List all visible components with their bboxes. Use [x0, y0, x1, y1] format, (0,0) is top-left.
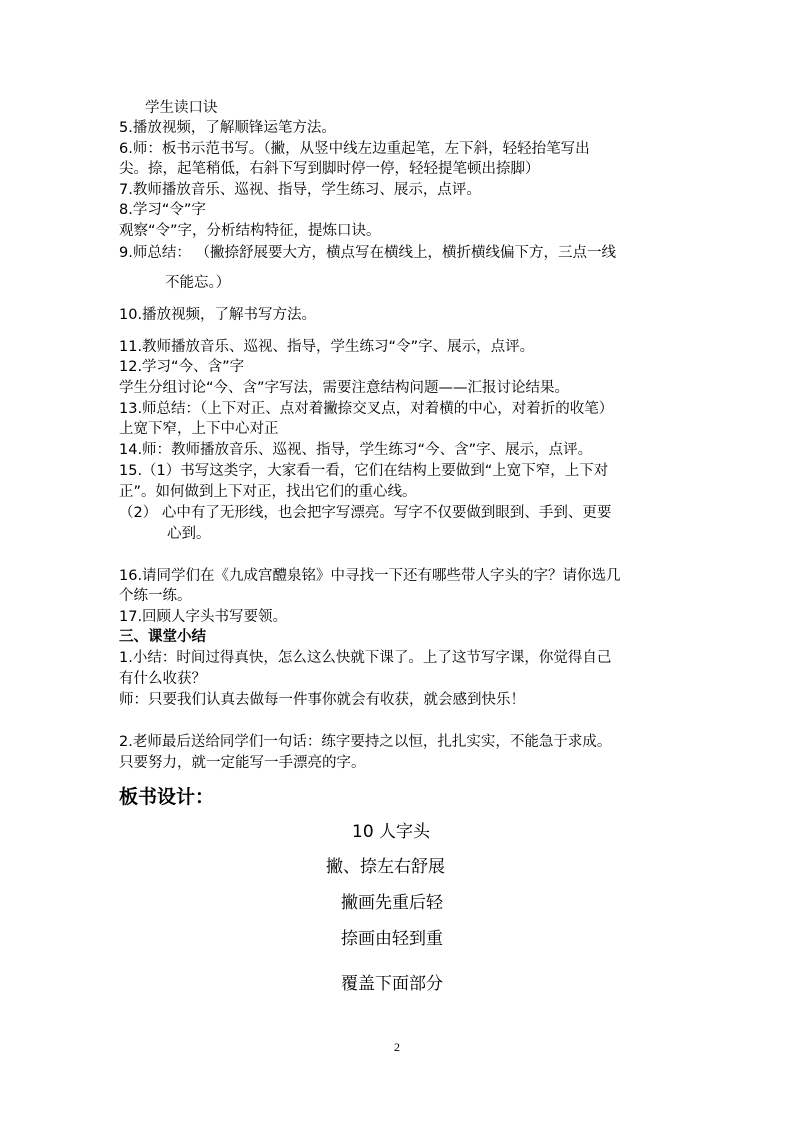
board-title: 10 人字头	[352, 822, 431, 842]
board-design-heading: 板书设计：	[119, 786, 215, 808]
text-line: 10.播放视频，了解书写方法。	[119, 307, 317, 323]
text-line: 只要努力，就一定能写一手漂亮的字。	[119, 755, 366, 771]
board-item: 撇、捺左右舒展	[326, 857, 445, 877]
text-line: 15.（1）书写这类字，大家看一看，它们在结构上要做到“上宽下窄，上下对	[119, 463, 609, 479]
text-line: 正”。如何做到上下对正，找出它们的重心线。	[119, 484, 417, 500]
text-line: 不能忘。）	[165, 275, 231, 291]
text-line: 上宽下窄，上下中心对正	[119, 421, 279, 437]
text-line: 1.小结：时间过得真快，怎么这么快就下课了。上了这节写字课，你觉得自己	[119, 650, 612, 666]
text-line: 5.播放视频，了解顺锋运笔方法。	[119, 120, 336, 136]
section-heading: 三、课堂小结	[119, 629, 206, 645]
text-line: 12.学习“今、含”字	[119, 359, 245, 375]
text-line: 6.师：板书示范书写。（撇，从竖中线左边重起笔，左下斜，轻轻抬笔写出	[119, 141, 590, 157]
text-line: （2） 心中有了无形线，也会把字写漂亮。写字不仅要做到眼到、手到、更要	[119, 505, 612, 521]
text-line: 14.师：教师播放音乐、巡视、指导，学生练习“今、含”字、展示，点评。	[119, 442, 593, 458]
page-number: 2	[394, 1040, 400, 1054]
text-line: 13.师总结：（上下对正、点对着撇捺交叉点，对着横的中心，对着折的收笔）	[119, 401, 614, 417]
text-line: 8.学习“令”字	[119, 202, 206, 218]
text-line: 个练一练。	[119, 588, 192, 604]
text-line: 有什么收获？	[119, 671, 206, 687]
text-line: 7.教师播放音乐、巡视、指导，学生练习、展示，点评。	[119, 182, 481, 198]
board-item: 覆盖下面部分	[341, 974, 443, 994]
board-item: 捺画由轻到重	[341, 929, 443, 949]
text-line: 17.回顾人字头书写要领。	[119, 609, 288, 625]
text-line: 11.教师播放音乐、巡视、指导，学生练习“令”字、展示，点评。	[119, 339, 535, 355]
text-line: 16.请同学们在《九成宫醴泉铭》中寻找一下还有哪些带人字头的字？请你选几	[119, 568, 621, 584]
text-line: 心到。	[167, 526, 211, 542]
text-line: 尖。捺，起笔稍低，右斜下写到脚时停一停，轻轻提笔顿出捺脚）	[119, 161, 540, 177]
text-line: 学生分组讨论“今、含”字写法，需要注意结构问题——汇报讨论结果。	[119, 380, 570, 396]
text-line: 师：只要我们认真去做每一件事你就会有收获，就会感到快乐！	[119, 692, 525, 708]
text-line: 2.老师最后送给同学们一句话：练字要持之以恒，扎扎实实，不能急于求成。	[119, 734, 612, 750]
text-line: 观察“令”字，分析结构特征，提炼口诀。	[119, 223, 381, 239]
text-line: 9.师总结： （撇捺舒展要大方，横点写在横线上，横折横线偏下方，三点一线	[119, 245, 616, 261]
board-item: 撇画先重后轻	[341, 893, 443, 913]
text-line: 学生读口诀	[145, 100, 218, 116]
